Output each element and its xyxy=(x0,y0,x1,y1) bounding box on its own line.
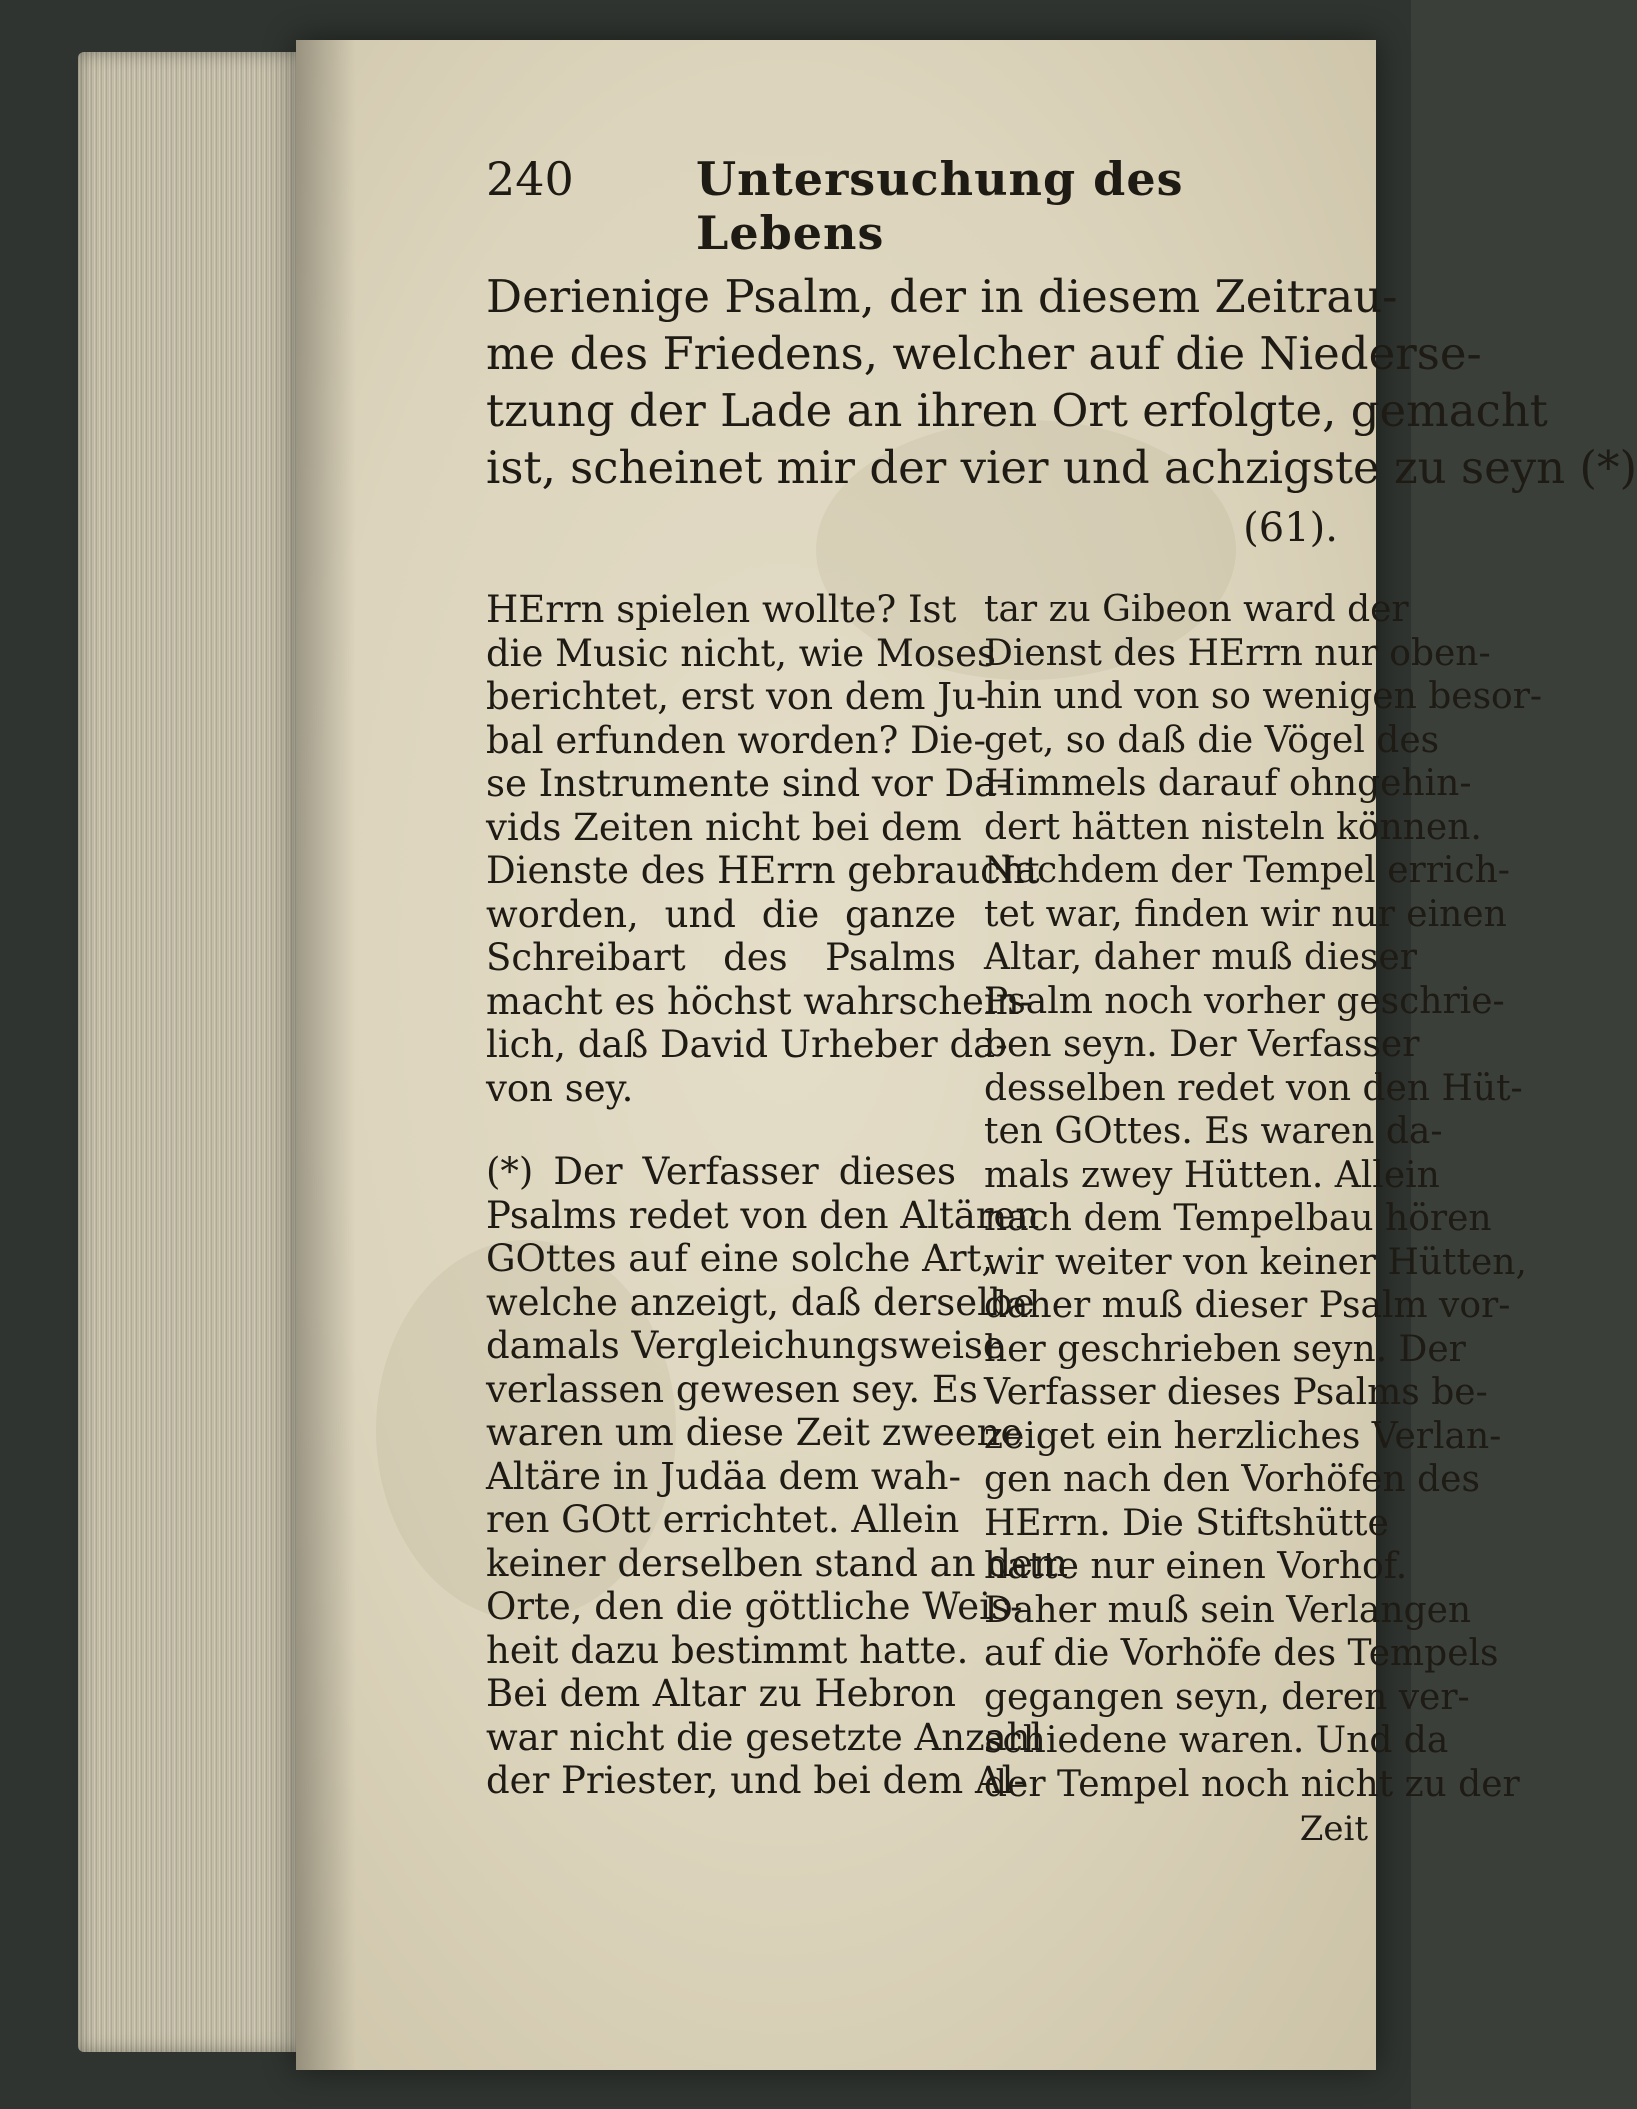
text-line: worden, und die ganze xyxy=(486,892,956,936)
footnote-line: damals Vergleichungsweise xyxy=(486,1324,1005,1367)
footnote-line: Psalm noch vorher geschrie- xyxy=(984,980,1505,1022)
footnote-line: wir weiter von keiner Hütten, xyxy=(984,1241,1527,1283)
footnote-line: tar zu Gibeon ward der xyxy=(984,589,1409,630)
text-line: berichtet, erst von dem Ju- xyxy=(486,675,989,718)
footnote-line: get, so daß die Vögel des xyxy=(984,719,1440,761)
text-line: HErrn spielen wollte? Ist xyxy=(486,588,957,631)
footnote-line: welche anzeigt, daß derselbe xyxy=(486,1280,1035,1324)
footnote-line: waren um diese Zeit zweene xyxy=(486,1411,1023,1454)
footnote-line: war nicht die gesetzte Anzahl xyxy=(486,1715,1043,1759)
intro-line: me des Friedens, welcher auf die Niederse- xyxy=(486,327,1482,380)
footnote-line: HErrn. Die Stiftshütte xyxy=(984,1502,1389,1544)
footnote-line: schiedene waren. Und da xyxy=(984,1720,1449,1761)
footnote-line: tet war, finden wir nur einen xyxy=(984,893,1507,935)
footnote-line: Psalms redet von den Altären xyxy=(486,1193,1040,1237)
footnote-line: desselben redet von den Hüt- xyxy=(984,1067,1523,1109)
paragraph-gap xyxy=(486,1110,956,1150)
footnote-line: Bei dem Altar zu Hebron xyxy=(486,1672,956,1715)
footnote-line: (*) Der Verfasser dieses xyxy=(486,1150,956,1193)
footnote-line: Daher muß sein Verlangen xyxy=(984,1589,1472,1631)
footnote-line: gegangen seyn, deren ver- xyxy=(984,1676,1470,1718)
catchword: Zeit xyxy=(1299,1809,1368,1849)
footnote-line: zeiget ein herzliches Verlan- xyxy=(984,1415,1502,1457)
footnote-line: der Priester, und bei dem Al- xyxy=(486,1759,1027,1802)
footnote-line: der Tempel noch nicht zu der xyxy=(984,1763,1520,1805)
footnote-line: daher muß dieser Psalm vor- xyxy=(984,1285,1511,1326)
text-line: se Instrumente sind vor Da- xyxy=(486,762,1009,805)
footnote-line: ten GOttes. Es waren da- xyxy=(984,1111,1443,1152)
footnote-line: ren GOtt errichtet. Allein xyxy=(486,1498,960,1541)
page-number: 240 xyxy=(486,152,574,206)
right-column xyxy=(984,588,1543,1852)
footnote-line: Altar, daher muß dieser xyxy=(984,937,1417,978)
footnote-line: gen nach den Vorhöfen des xyxy=(984,1459,1480,1500)
footnote-line: Verfasser dieses Psalms be- xyxy=(984,1372,1488,1413)
page-header xyxy=(486,152,1326,260)
intro-paragraph xyxy=(486,268,1637,557)
text-line: die Music nicht, wie Moses xyxy=(486,631,996,675)
footnote-line: Dienst des HErrn nur oben- xyxy=(984,632,1491,674)
book-page xyxy=(296,40,1637,2070)
footnote-line: Himmels darauf ohngehin- xyxy=(984,763,1472,804)
footnote-line: hin und von so wenigen besor- xyxy=(984,676,1543,717)
footnote-line: verlassen gewesen sey. Es xyxy=(486,1367,978,1411)
text-line: von sey. xyxy=(486,1066,634,1110)
intro-line: ist, scheinet mir der vier und achzigste zu seyn (*) xyxy=(486,441,1637,494)
intro-line: Derienige Psalm, der in diesem Zeitrau- xyxy=(486,270,1398,323)
running-head: Untersuchung des Lebens xyxy=(696,152,1184,260)
text-line: lich, daß David Urheber da- xyxy=(486,1023,1008,1066)
footnote-line: Altäre in Judäa dem wah- xyxy=(486,1454,961,1498)
intro-reference: (61). xyxy=(1243,505,1338,551)
footnote-line: dert hätten nisteln können. xyxy=(984,806,1482,848)
text-line: Schreibart des Psalms xyxy=(486,936,956,979)
footnote-line: mals zwey Hütten. Allein xyxy=(984,1154,1440,1196)
footnote-line: her geschrieben seyn. Der xyxy=(984,1328,1466,1370)
text-line: bal erfunden worden? Die- xyxy=(486,718,986,762)
footnote-line: keiner derselben stand an dem xyxy=(486,1541,1068,1585)
footnote-line: hatte nur einen Vorhof. xyxy=(984,1546,1408,1587)
footnote-line: ben seyn. Der Verfasser xyxy=(984,1024,1420,1065)
footnote-line: GOttes auf eine solche Art, xyxy=(486,1237,994,1280)
footnote-line: Orte, den die göttliche Weis- xyxy=(486,1585,1023,1628)
page-block-edge xyxy=(78,52,308,2052)
footnote-line: Nachdem der Tempel errich- xyxy=(984,850,1510,891)
left-column xyxy=(486,588,1068,1803)
text-line: macht es höchst wahrschein- xyxy=(486,979,1033,1023)
text-line: vids Zeiten nicht bei dem xyxy=(486,805,962,849)
text-line: Dienste des HErrn gebraucht xyxy=(486,849,1040,892)
footnote-line: nach dem Tempelbau hören xyxy=(984,1198,1492,1239)
footnote-line: heit dazu bestimmt hatte. xyxy=(486,1628,969,1672)
footnote-line: auf die Vorhöfe des Tempels xyxy=(984,1633,1499,1674)
intro-line: tzung der Lade an ihren Ort erfolgte, gemacht xyxy=(486,384,1548,437)
